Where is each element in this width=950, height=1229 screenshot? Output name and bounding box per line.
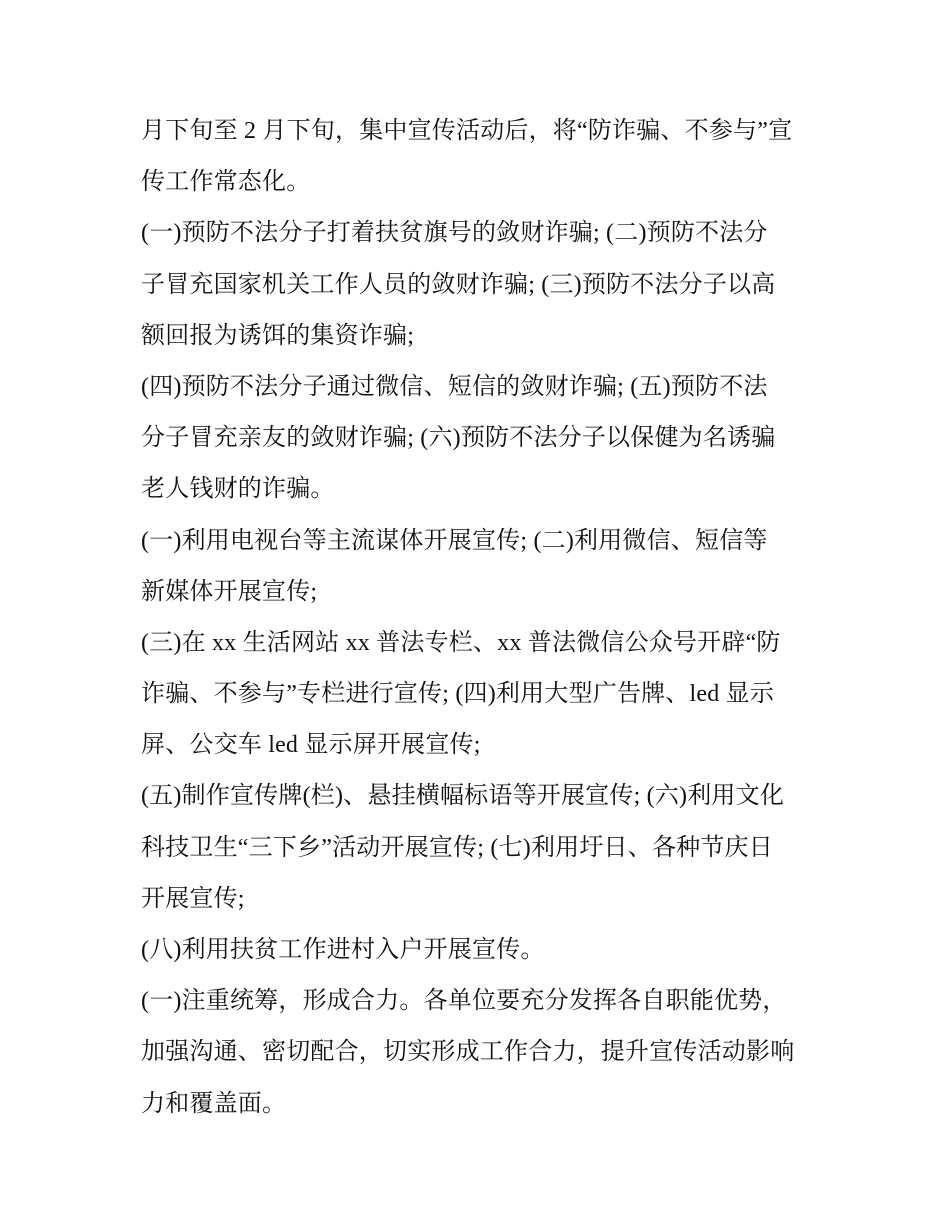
text-line: 加强沟通、密切配合，切实形成工作合力，提升宣传活动影响 xyxy=(141,1039,795,1066)
text-line: (一)注重统筹，形成合力。各单位要充分发挥各自职能优势， xyxy=(141,988,787,1015)
text-line: 屏、公交车 led 显示屏开展宣传; xyxy=(141,732,481,759)
text-line: 额回报为诱饵的集资诈骗; xyxy=(141,322,415,349)
text-line: 月下旬至 2 月下旬，集中宣传活动后，将“防诈骗、不参与”宣 xyxy=(141,118,793,144)
text-line: (一)利用电视台等主流谋体开展宣传; (二)利用微信、短信等 xyxy=(141,527,768,554)
text-line: (三)在 xx 生活网站 xx 普法专栏、xx 普法微信公众号开辟“防 xyxy=(141,629,781,656)
text-line: 新媒体开展宣传; xyxy=(141,578,318,605)
text-line: 传工作常态化。 xyxy=(141,169,311,196)
text-line: (五)制作宣传牌(栏)、悬挂横幅标语等开展宣传; (六)利用文化 xyxy=(141,783,785,810)
text-line: (四)预防不法分子通过微信、短信的敛财诈骗; (五)预防不法 xyxy=(141,373,768,400)
document-body xyxy=(141,106,821,1130)
text-line: 子冒充国家机关工作人员的敛财诈骗; (三)预防不法分子以高 xyxy=(141,271,776,298)
text-line: 老人钱财的诈骗。 xyxy=(141,476,335,503)
text-line: 诈骗、不参与”专栏进行宣传; (四)利用大型广告牌、led 显示 xyxy=(141,681,775,708)
text-line: 力和覆盖面。 xyxy=(141,1090,287,1117)
text-line: (八)利用扶贫工作进村入户开展宣传。 xyxy=(141,937,545,963)
text-line: (一)预防不法分子打着扶贫旗号的敛财诈骗; (二)预防不法分 xyxy=(141,220,768,247)
text-line: 开展宣传; xyxy=(141,885,245,912)
text-line: 分子冒充亲友的敛财诈骗; (六)预防不法分子以保健为名诱骗 xyxy=(141,425,776,452)
text-line: 科技卫生“三下乡”活动开展宣传; (七)利用圩日、各种节庆日 xyxy=(141,834,773,861)
